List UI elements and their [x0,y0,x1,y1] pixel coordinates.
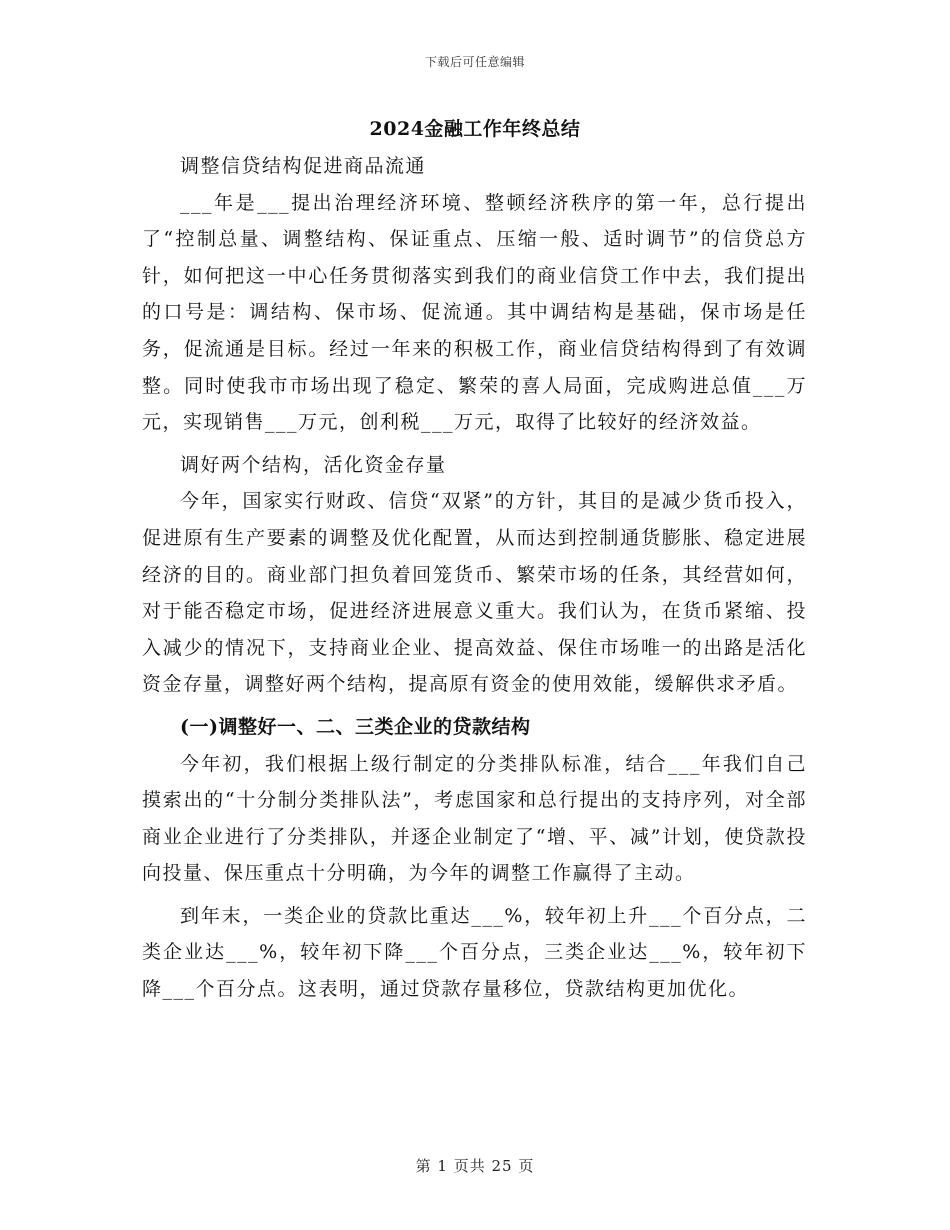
page-header-note: 下载后可任意编辑 [424,55,525,69]
paragraph-policy: 今年，国家实行财政、信贷“双紧”的方针，其目的是减少货币投入，促进原有生产要素的调整及优化配置，从而达到控制通货膨胀、稳定进展经济的目的。商业部门担负着回笼货币、繁荣市场的任条，其经营如何，对于能否稳定市场，促进经济进展意义重大。我们认为，在货币紧缩、投入减少的情况下，支持商业企业、提高效益、保住市场唯一的出路是活化资金存量，调整好两个结构，提高原有资金的使用效能，缓解供求矛盾。 [142,490,807,696]
document-body [142,148,807,1008]
paragraph-intro: ___年是___提出治理经济环境、整顿经济秩序的第一年，总行提出了“控制总量、调整结构、保证重点、压缩一般、适时调节”的信贷总方针，如何把这一中心任务贯彻落实到我们的商业信贷工作中去，我们提出的口号是：调结构、保市场、促流通。其中调结构是基础，保市场是任务，促流通是目标。经过一年来的积极工作，商业信贷结构得到了有效调整。同时使我市市场出现了稳定、繁荣的喜人局面，完成购进总值___万元，实现销售___万元，创利税___万元，取得了比较好的经济效益。 [142,191,807,434]
page-number-footer: 第 1 页共 25 页 [415,1157,535,1175]
section-heading-loan-structure: (一)调整好一、二、三类企业的贷款结构 [180,715,531,738]
paragraph-year-end-results: 到年末，一类企业的贷款比重达___%，较年初上升___个百分点，二类企业达___%，较年初下降___个百分点，三类企业达___%，较年初下降___个百分点。这表明，通过贷款存量移位，贷款结构更加优化。 [142,904,807,1001]
document-title: 2024金融工作年终总结 [369,118,581,140]
section-heading-two-structures: 调好两个结构，活化资金存量 [180,453,447,476]
paragraph-classification: 今年初，我们根据上级行制定的分类排队标准，结合___年我们自己摸索出的“十分制分类排队法”，考虑国家和总行提出的支持序列，对全部商业企业进行了分类排队，并逐企业制定了“增、平、减”计划，使贷款投向投量、保压重点十分明确，为今年的调整工作赢得了主动。 [142,752,807,885]
section-heading-credit-structure: 调整信贷结构促进商品流通 [180,155,427,177]
